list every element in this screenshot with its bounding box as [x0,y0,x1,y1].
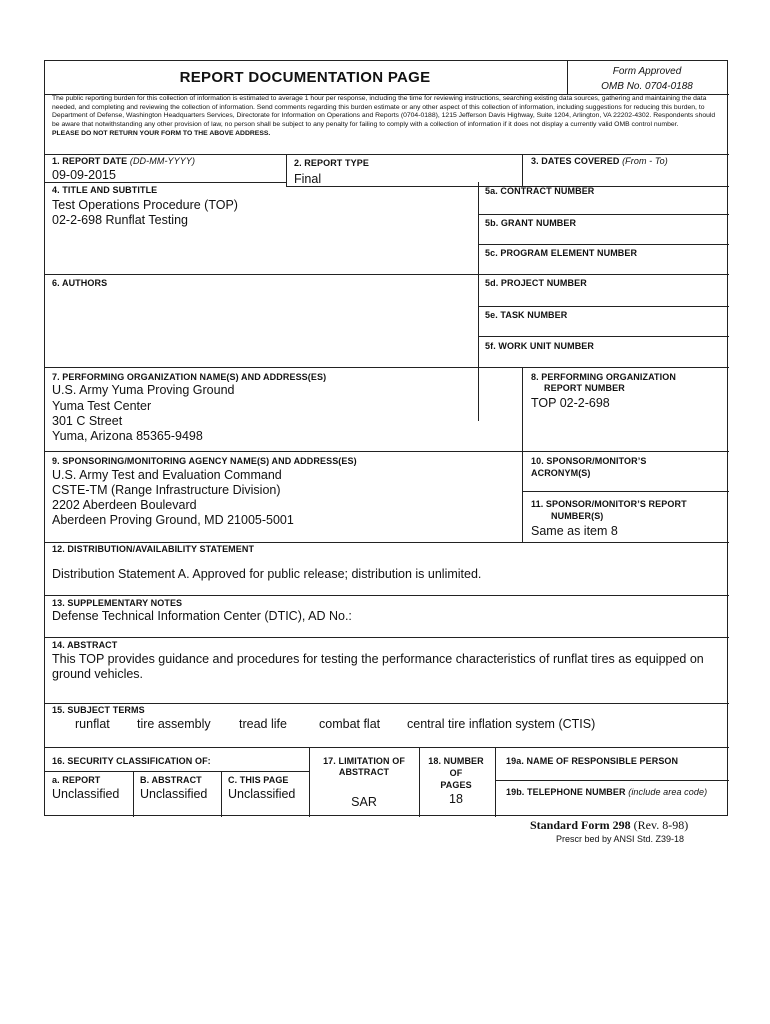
performing-report-label-2: REPORT NUMBER [544,383,625,393]
page-class-label: C. THIS PAGE [228,775,289,785]
burden-caps-notice: PLEASE DO NOT RETURN YOUR FORM TO THE ABOVE ADDRESS. [52,129,271,137]
pages-label-3: PAGES [440,780,472,790]
sponsoring-agency-label: 9. SPONSORING/MONITORING AGENCY NAME(S) AND ADDRESS(ES) [52,456,357,466]
limitation-label-1: 17. LIMITATION OF [323,756,405,766]
program-element-label: 5c. PROGRAM ELEMENT NUMBER [485,248,638,258]
subject-term-1: runflat [75,717,110,731]
supplementary-value: Defense Technical Information Center (DTIC), AD No.: [52,609,352,623]
performing-org-line-2: Yuma Test Center [52,399,152,413]
report-date-value: 09-09-2015 [52,168,116,182]
task-number-label: 5e. TASK NUMBER [485,310,568,320]
sponsor-report-label-1: 11. SPONSOR/MONITOR’S REPORT [531,499,687,509]
sponsor-acronym-label-1: 10. SPONSOR/MONITOR’S [531,456,647,466]
sponsor-acronym-label-2: ACRONYM(S) [531,468,591,478]
ansi-prescribed-label: Prescr bed by ANSI Std. Z39-18 [556,834,685,844]
burden-text: The public reporting burden for this collection of information is estimated to average 1 hour per response, including the time for reviewing instructions, searching existing data sources, gathering and maintaining the data needed, and completing and reviewing the collection of information. Send comments regarding this burden estimate or any other aspect of this collection of information, including suggestions for reducing this burden, to Department of Defense, Washington Headquarters Services, Directorate for Information on Operations and Reports (0704-0188), 1215 Jefferson Davis Highway, Suite 1204, Arlington, VA 22202-4302. Respondents should be aware that notwithstanding any other provision of law, no person shall be subject to any penalty for failing to comply with a collection of information if it does not display a currently valid OMB control number. [52,95,716,129]
project-number-label: 5d. PROJECT NUMBER [485,278,587,288]
sponsoring-agency-line-2: CSTE-TM (Range Infrastructure Division) [52,483,281,497]
sponsoring-agency-line-4: Aberdeen Proving Ground, MD 21005-5001 [52,513,294,527]
performing-org-line-4: Yuma, Arizona 85365-9498 [52,429,203,443]
subject-terms-label: 15. SUBJECT TERMS [52,705,145,715]
authors-label: 6. AUTHORS [52,278,108,288]
report-class-label: a. REPORT [52,775,101,785]
abstract-class-value: Unclassified [140,787,208,801]
report-documentation-form [44,60,728,816]
performing-report-label-1: 8. PERFORMING ORGANIZATION [531,372,676,382]
performing-org-line-3: 301 C Street [52,414,123,428]
form-approved-label: Form Approved [612,66,682,77]
report-type-value: Final [294,172,322,186]
page-class-value: Unclassified [228,787,296,801]
burden-statement [52,95,722,139]
abstract-line-2: ground vehicles. [52,667,144,681]
pages-label-1: 18. NUMBER [428,756,484,766]
performing-org-line-1: U.S. Army Yuma Proving Ground [52,383,235,397]
subject-term-4: combat flat [319,717,381,731]
sponsoring-agency-line-3: 2202 Aberdeen Boulevard [52,498,197,512]
responsible-person-label: 19a. NAME OF RESPONSIBLE PERSON [506,756,679,766]
abstract-line-1: This TOP provides guidance and procedures for testing the performance characteristics of runflat tires as equipped on [52,652,704,666]
dates-covered-label: 3. DATES COVERED (From - To) [531,156,668,166]
title-line-1: Test Operations Procedure (TOP) [52,198,238,212]
performing-report-value: TOP 02-2-698 [531,396,610,410]
standard-form-label: Standard Form 298 (Rev. 8-98) [530,818,689,832]
subject-term-2: tire assembly [137,717,211,731]
abstract-class-label: B. ABSTRACT [140,775,202,785]
report-date-label: 1. REPORT DATE (DD-MM-YYYY) [52,156,196,166]
title-subtitle-label: 4. TITLE AND SUBTITLE [52,185,158,195]
sponsoring-agency-line-1: U.S. Army Test and Evaluation Command [52,468,282,482]
grant-number-label: 5b. GRANT NUMBER [485,218,577,228]
distribution-label: 12. DISTRIBUTION/AVAILABILITY STATEMENT [52,544,255,554]
supplementary-label: 13. SUPPLEMENTARY NOTES [52,598,183,608]
limitation-value: SAR [351,795,377,809]
report-class-value: Unclassified [52,787,120,801]
subject-term-3: tread life [239,717,287,731]
sponsor-report-label-2: NUMBER(S) [551,511,604,521]
security-class-label: 16. SECURITY CLASSIFICATION OF: [52,756,211,766]
work-unit-label: 5f. WORK UNIT NUMBER [485,341,594,351]
title-line-2: 02-2-698 Runflat Testing [52,213,188,227]
sponsor-report-value: Same as item 8 [531,524,618,538]
contract-number-label: 5a. CONTRACT NUMBER [485,186,595,196]
pages-label-2: OF [449,768,463,778]
omb-number: OMB No. 0704-0188 [601,81,693,92]
performing-org-label: 7. PERFORMING ORGANIZATION NAME(S) AND ADDRESS(ES) [52,372,327,382]
pages-value: 18 [449,792,463,806]
abstract-label: 14. ABSTRACT [52,640,118,650]
limitation-label-2: ABSTRACT [338,767,390,777]
subject-term-5: central tire inflation system (CTIS) [407,717,596,731]
form-title: REPORT DOCUMENTATION PAGE [179,69,431,86]
distribution-value: Distribution Statement A. Approved for public release; distribution is unlimited. [52,567,482,581]
report-type-label: 2. REPORT TYPE [294,158,369,168]
telephone-label: 19b. TELEPHONE NUMBER (include area code) [506,787,708,797]
